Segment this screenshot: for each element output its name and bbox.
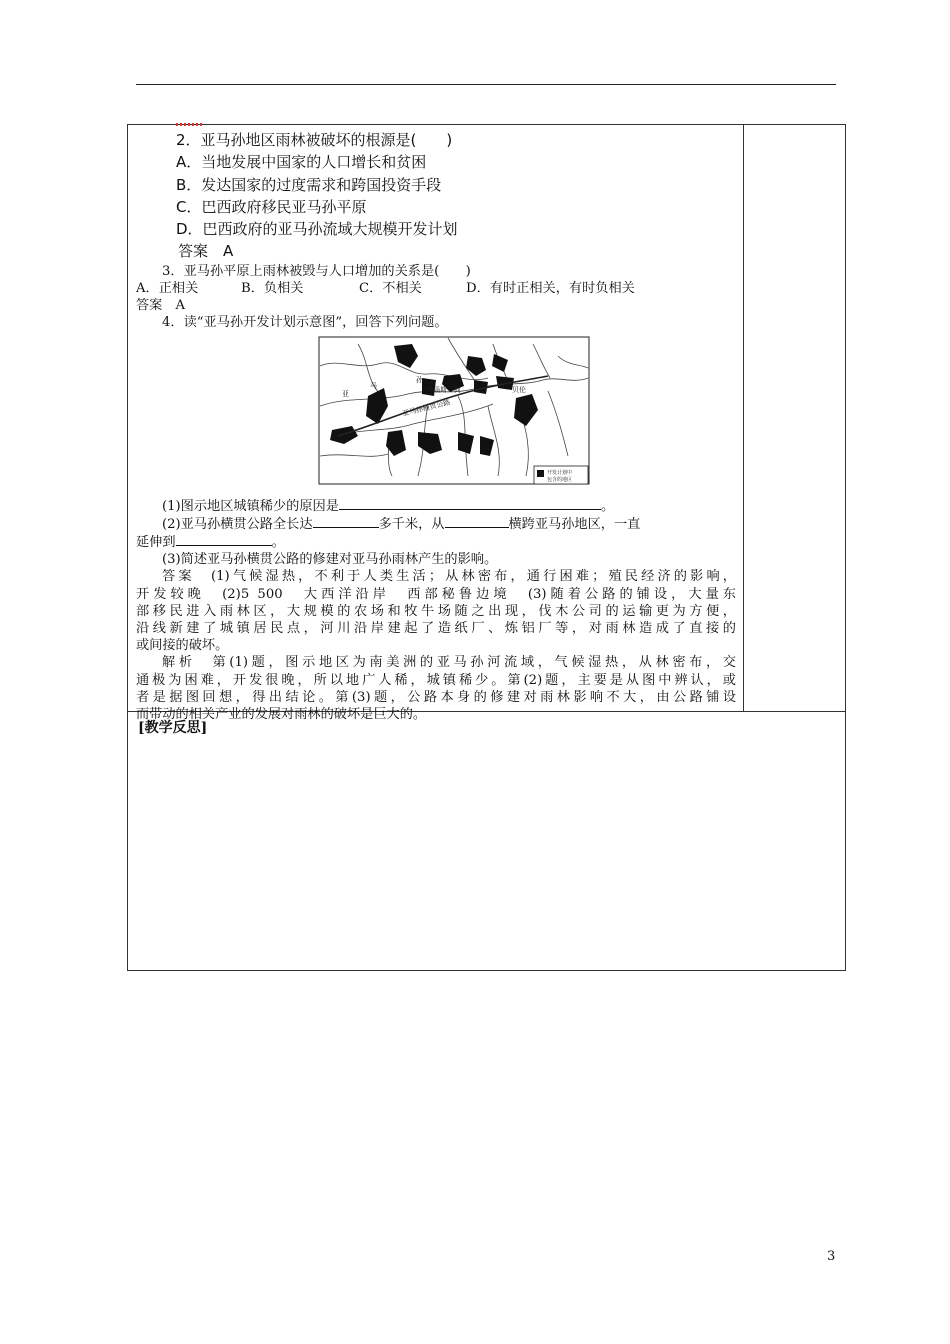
- question-4-sub-2: (2)亚马孙横贯公路全长达 多千米，从 横跨亚马孙地区，一直: [162, 516, 641, 532]
- column-divider: [743, 125, 744, 711]
- legend-line-2: 包含的地区: [547, 476, 573, 483]
- question-2-answer: 答案 A: [178, 242, 234, 261]
- map-label-ya: 亚: [342, 389, 349, 398]
- questions-3-4: [136, 263, 736, 723]
- map-label-belem: 贝伦: [512, 385, 526, 394]
- lesson-table: [127, 124, 846, 971]
- answer-line-3: 部移民进入雨林区，大规模的农场和牧牛场随之出现，伐木公司的运输更为方便，: [136, 603, 736, 619]
- question-2-option-c: C．巴西政府移民亚马孙平原: [176, 197, 367, 216]
- analysis-line-1: 解析 第(1)题，图示地区为南美洲的亚马孙河流域，气候湿热，从林密布，交: [162, 655, 736, 671]
- analysis-line-4: 而带动的相关产业的发展对雨林的破坏是巨大的。: [136, 707, 427, 723]
- analysis-line-2: 通极为困难，开发很晚，所以地广人稀，城镇稀少。第(2)题，主要是从图中辨认，或: [136, 672, 736, 688]
- map-label-sun: 孙: [416, 375, 423, 384]
- map-label-road: 亚马孙横贯公路: [401, 397, 452, 418]
- question-4-stem: 4．读“亚马孙开发计划示意图”，回答下列问题。: [162, 315, 448, 331]
- question-3-stem: 3．亚马孙平原上雨林被毁与人口增加的关系是( ): [162, 263, 471, 279]
- question-2-option-a: A．当地发展中国家的人口增长和贫困: [176, 153, 427, 172]
- question-2: [136, 129, 736, 263]
- answer-blank-2: [313, 515, 379, 528]
- answer-line-5: 或间接的破坏。: [136, 638, 229, 654]
- answer-blank-3: [445, 515, 509, 528]
- map-frame: [319, 337, 589, 484]
- question-3-option-d: D．有时正相关，有时负相关: [466, 280, 635, 296]
- map-legend: [534, 466, 588, 484]
- question-4-sub-2-cont: 延伸到 。: [136, 535, 285, 550]
- map-label-ma: 马: [370, 381, 377, 390]
- answer-line-1: 答案 (1)气候湿热，不利于人类生活；从林密布，通行困难；殖民经济的影响，: [162, 569, 736, 585]
- page-number: 3: [827, 1249, 836, 1264]
- answer-line-4: 沿线新建了城镇居民点，河川沿岸建起了造纸厂、炼铝厂等，对雨林造成了直接的: [136, 621, 736, 637]
- teaching-reflection-title: [教学反思]: [138, 720, 208, 736]
- amazon-development-map: [318, 336, 590, 485]
- legend-line-1: 开发计划中: [547, 469, 573, 476]
- answer-blank-1: [339, 497, 601, 510]
- question-3-options: [136, 280, 736, 297]
- question-3-option-a: A．正相关: [136, 280, 199, 296]
- question-4-sub-3: (3)简述亚马孙横贯公路的修建对亚马孙雨林产生的影响。: [162, 552, 498, 568]
- question-2-option-b: B．发达国家的过度需求和跨国投资手段: [176, 175, 442, 194]
- spellcheck-underline: [176, 123, 204, 126]
- header-rule: [136, 84, 836, 85]
- exercise-content: [136, 127, 736, 723]
- question-3-option-b: B．负相关: [241, 280, 304, 296]
- question-2-stem: 2．亚马孙地区雨林被破坏的根源是( ): [176, 131, 453, 149]
- question-2-option-d: D．巴西政府的亚马孙流域大规模开发计划: [176, 220, 458, 239]
- question-4-sub-1: (1)图示地区城镇稀少的原因是 。: [162, 498, 615, 514]
- map-label-river: 马瑙斯 河: [426, 385, 461, 394]
- question-3-option-c: C．不相关: [359, 280, 422, 296]
- map-svg: [318, 336, 590, 485]
- question-3-answer: 答案 A: [136, 298, 186, 314]
- answer-line-2: 开发较晚 (2)5 500 大西洋沿岸 西部秘鲁边境 (3)随着公路的铺设，大量东: [136, 586, 736, 602]
- analysis-line-3: 者是据图回想，得出结论。第(3)题，公路本身的修建对雨林影响不大，由公路铺设: [136, 689, 736, 705]
- answer-blank-4: [176, 533, 272, 546]
